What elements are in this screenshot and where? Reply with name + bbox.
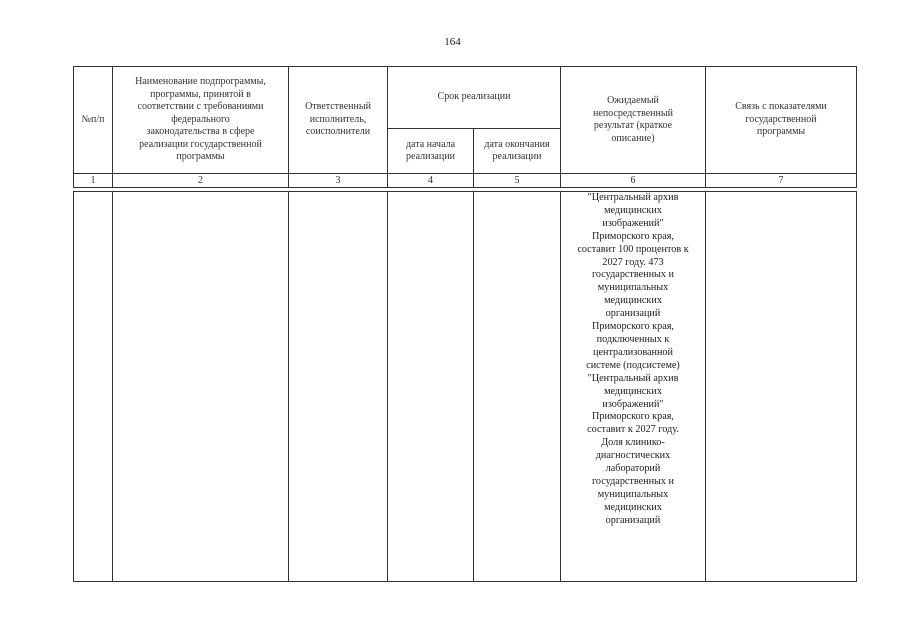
header-expected-result: [560, 66, 706, 174]
result-line: организаций: [605, 514, 661, 526]
result-line: изображений": [602, 398, 664, 410]
result-line: медицинских: [604, 295, 662, 307]
result-line: государственных и: [592, 269, 674, 281]
header-line: дата начала: [405, 138, 456, 150]
header-line: законодательства в сфере: [146, 126, 255, 138]
header-period-label: Срок реализации: [437, 91, 511, 103]
column-number-5: 5: [473, 173, 561, 188]
header-line: непосредственный: [593, 107, 673, 119]
result-line: 2027 году. 473: [602, 256, 664, 268]
result-line: "Центральный архив: [587, 372, 679, 384]
page-number: 164: [444, 36, 461, 48]
header-line: Связь с показателями: [735, 101, 827, 113]
column-number-4: 4: [387, 173, 474, 188]
header-line: программы: [756, 126, 806, 138]
result-line: организаций: [605, 308, 661, 320]
header-line: дата окончания: [484, 138, 550, 150]
result-line: составит к 2027 году.: [587, 424, 679, 436]
result-line: Приморского края,: [592, 230, 674, 242]
header-line: реализации государственной: [139, 138, 262, 150]
result-line: государственных и: [592, 475, 674, 487]
column-number-7: 7: [705, 173, 857, 188]
result-line: "Центральный архив: [587, 192, 679, 203]
program-table: [73, 66, 857, 582]
result-line: лабораторий: [605, 463, 661, 475]
header-start-date: [387, 128, 474, 174]
body-cell-indicator-link: [705, 191, 857, 582]
result-line: муниципальных: [597, 488, 669, 500]
body-cell-number: [73, 191, 113, 582]
column-number-1: 1: [73, 173, 113, 188]
body-cell-subprogram: [112, 191, 289, 582]
header-responsible: [288, 66, 388, 174]
header-line: программы, принятой в: [150, 88, 251, 100]
header-line: Ожидаемый: [607, 95, 659, 106]
header-number: [73, 66, 113, 174]
header-line: Наименование подпрограммы,: [135, 76, 266, 88]
result-line: составит 100 процентов к: [577, 243, 689, 255]
header-line: описание): [611, 132, 655, 144]
result-line: системе (подсистеме): [586, 359, 680, 371]
header-end-date: [473, 128, 561, 174]
body-cell-responsible: [288, 191, 388, 582]
result-line: Приморского края,: [592, 411, 674, 423]
header-period: [387, 66, 561, 129]
column-number-2: 2: [112, 173, 289, 188]
column-number-6: 6: [560, 173, 706, 188]
header-number-label: №п/п: [81, 113, 105, 125]
result-line: диагностических: [595, 450, 671, 462]
result-line: Доля клинико-: [601, 437, 665, 449]
header-line: программы: [176, 151, 225, 163]
result-line: медицинских: [604, 501, 662, 513]
header-line: федерального: [171, 113, 230, 125]
result-line: изображений": [602, 217, 664, 229]
result-line: подключенных к: [596, 333, 670, 345]
header-subprogram-name: [112, 66, 289, 174]
header-indicator-link: [705, 66, 857, 174]
header-line: исполнитель,: [309, 113, 367, 125]
header-line: Ответственный: [305, 101, 371, 113]
result-line: медицинских: [604, 204, 662, 216]
column-number-3: 3: [288, 173, 388, 188]
header-line: реализации: [492, 151, 542, 162]
header-line: соисполнители: [305, 126, 371, 138]
header-line: соответствии с требованиями: [137, 101, 264, 113]
result-line: медицинских: [604, 385, 662, 397]
body-cell-end-date: [473, 191, 561, 582]
header-line: результат (краткое: [593, 120, 673, 131]
result-line: централизованной: [593, 346, 673, 358]
result-line: Приморского края,: [592, 321, 674, 333]
header-line: реализации: [406, 151, 455, 162]
header-line: государственной: [745, 113, 817, 125]
result-line: муниципальных: [597, 282, 669, 294]
body-cell-start-date: [387, 191, 474, 582]
expected-result-text: [561, 192, 705, 528]
